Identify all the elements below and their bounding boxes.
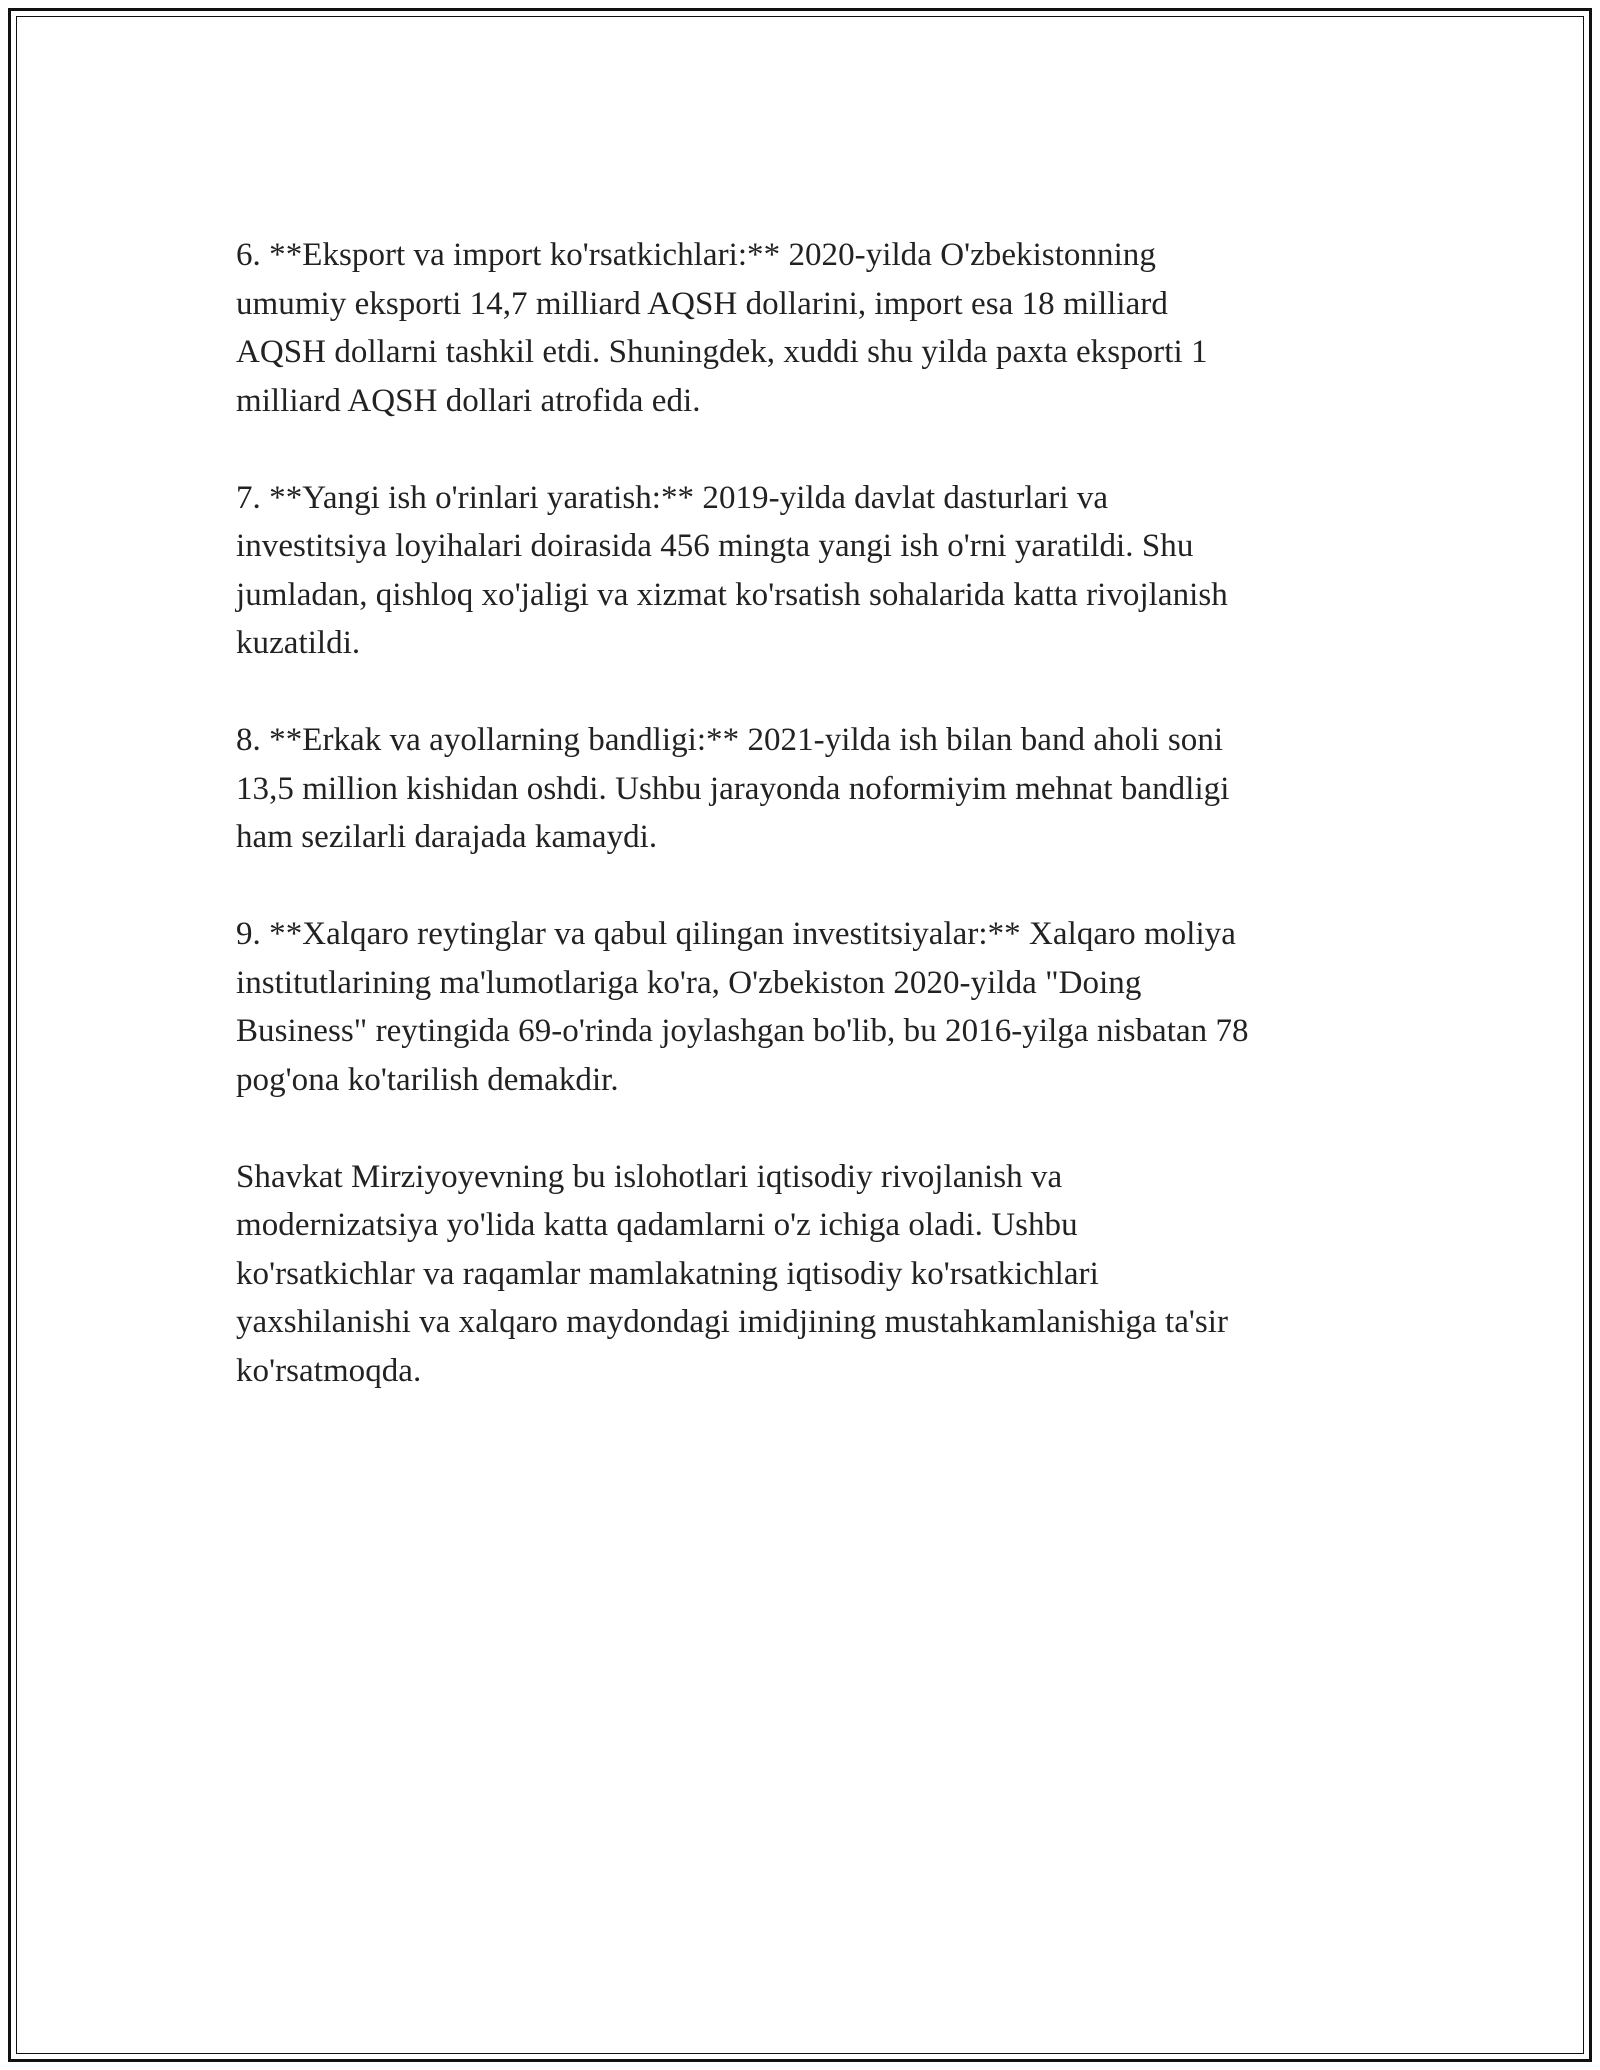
paragraph-conclusion: Shavkat Mirziyoyevning bu islohotlari iqtisodiy rivojlanish va modernizatsiya yo'lida katta qadamlarni o'z ichiga oladi. Ushbu ko'rsatkichlar va raqamlar mamlakatning iqtisodiy ko'rsatkichlari yaxshilanishi va xalqaro maydondagi imidjining mustahkamlanishiga ta'sir ko'rsatmoqda. xyxy=(236,1158,1229,1389)
document-body xyxy=(236,231,1376,1444)
paragraph-employment: 8. **Erkak va ayollarning bandligi:** 2021-yilda ish bilan band aholi soni 13,5 million kishidan oshdi. Ushbu jarayonda noformiyim mehnat bandligi ham sezilarli darajada kamaydi. xyxy=(236,722,1230,855)
paragraph-international-ratings: 9. **Xalqaro reytinglar va qabul qilingan investitsiyalar:** Xalqaro moliya institutlarining ma'lumotlariga ko'ra, O'zbekiston 2020-yilda "Doing Business" reytingida 69-o'rinda joylashgan bo'lib, bu 2016-yilga nisbatan 78 pog'ona ko'tarilish demakdir. xyxy=(236,916,1249,1098)
paragraph-new-jobs: 7. **Yangi ish o'rinlari yaratish:** 2019-yilda davlat dasturlari va investitsiya loyihalari doirasida 456 mingta yangi ish o'rni yaratildi. Shu jumladan, qishloq xo'jaligi va xizmat ko'rsatish sohalarida katta rivojlanish kuzatildi. xyxy=(236,479,1228,661)
paragraph-export-import: 6. **Eksport va import ko'rsatkichlari:** 2020-yilda O'zbekistonning umumiy eksporti 14,7 milliard AQSH dollarini, import esa 18 milliard AQSH dollarni tashkil etdi. Shuningdek, xuddi shu yilda paxta eksporti 1 milliard AQSH dollari atrofida edi. xyxy=(236,237,1208,419)
